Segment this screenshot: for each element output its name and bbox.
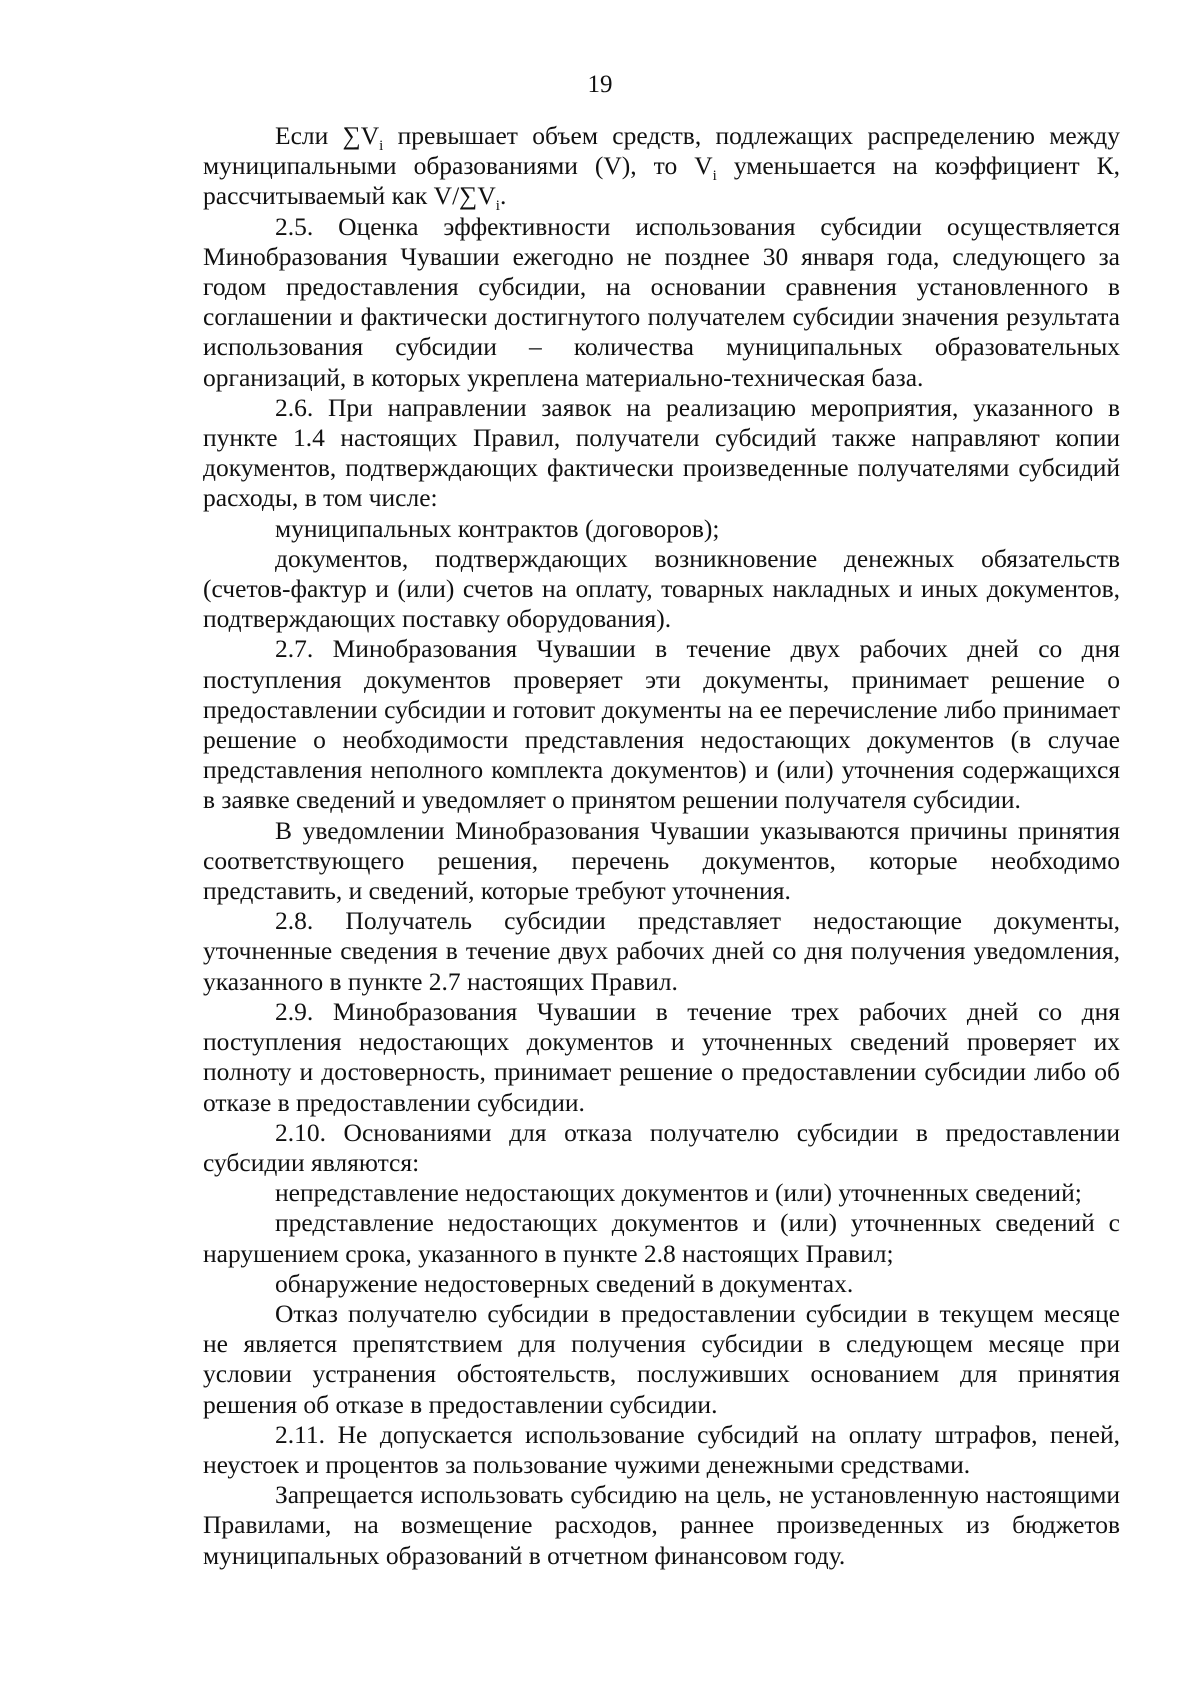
list-item-refusal-ground-1: непредставление недостающих документов и (или) уточненных сведений; xyxy=(275,1178,1082,1208)
paragraph-2-7: 2.7. Минобразования Чувашии в течение двух рабочих дней со дня поступления документов проверяет эти документы, принимает решение о предоставлении субсидии и готовит документы на ее перечисление либо принимает решение о необходимости представления недостающих документов (в случае представления неполного комплекта документов) и (или) уточнения содержащихся в заявке сведений и уведомляет о принятом решении получателя субсидии. xyxy=(203,634,1120,815)
paragraph-2-6: 2.6. При направлении заявок на реализацию мероприятия, указанного в пункте 1.4 настоящих Правил, получатели субсидий также направляют копии документов, подтверждающих фактически произведенные получателями субсидий расходы, в том числе: xyxy=(203,392,1120,513)
list-item-refusal-ground-3: обнаружение недостоверных сведений в документах. xyxy=(275,1268,854,1298)
paragraph-prohibition: Запрещается использовать субсидию на цель, не установленную настоящими Правилами, на возмещение расходов, раннее произведенных из бюджетов муниципальных образований в отчетном финансовом году. xyxy=(203,1480,1120,1570)
subscript-i: i xyxy=(712,168,717,185)
paragraph-2-10: 2.10. Основаниями для отказа получателю субсидии в предоставлении субсидии являются: xyxy=(203,1117,1120,1177)
paragraph-2-9: 2.9. Минобразования Чувашии в течение трех рабочих дней со дня поступления недостающих документов и уточненных сведений проверяет их полноту и достоверность, принимает решение о предоставлении субсидии либо об отказе в предоставлении субсидии. xyxy=(203,996,1120,1117)
list-item-contracts: муниципальных контрактов (договоров); xyxy=(275,513,720,543)
formula-text-mid: уменьшается на коэффициент К, рассчитываемый как V/∑V xyxy=(203,151,1120,211)
page-number: 19 xyxy=(587,71,613,98)
paragraph-2-5: 2.5. Оценка эффективности использования субсидии осуществляется Минобразования Чувашии ежегодно не позднее 30 января года, следующего за годом предоставления субсидии, на основании сравнения установленного в соглашении и фактически достигнутого получателем субсидии значения результата использования субсидии – количества муниципальных образовательных организаций, в которых укреплена материально-техническая база. xyxy=(203,211,1120,392)
list-item-refusal-ground-2: представление недостающих документов и (или) уточненных сведений с нарушением срока, указанного в пункте 2.8 настоящих Правил; xyxy=(203,1208,1120,1268)
formula-text-mid: превышает объем средств, подлежащих распределению между муниципальными образованиями (V), то V xyxy=(203,121,1120,181)
list-item-obligation-documents: документов, подтверждающих возникновение денежных обязательств (счетов-фактур и (или) счетов на оплату, товарных накладных и иных документов, подтверждающих поставку оборудования). xyxy=(203,543,1120,634)
paragraph-2-8: 2.8. Получатель субсидии представляет недостающие документы, уточненные сведения в течение двух рабочих дней со дня получения уведомления, указанного в пункте 2.7 настоящих Правил. xyxy=(203,906,1120,996)
paragraph-2-11: 2.11. Не допускается использование субсидий на оплату штрафов, пеней, неустоек и процентов за пользование чужими денежными средствами. xyxy=(203,1419,1120,1479)
subscript-i: i xyxy=(379,138,384,155)
formula-text-tail: . xyxy=(499,181,507,211)
paragraph-notification: В уведомлении Минобразования Чувашии указываются причины принятия соответствующего решения, перечень документов, которые необходимо представить, и сведений, которые требуют уточнения. xyxy=(203,815,1120,906)
paragraph-refusal-note: Отказ получателю субсидии в предоставлении субсидии в текущем месяце не является препятствием для получения субсидии в следующем месяце при условии устранения обстоятельств, послуживших основанием для принятия решения об отказе в предоставлении субсидии. xyxy=(203,1298,1120,1419)
paragraph-formula-note xyxy=(203,121,1120,215)
document-body xyxy=(203,121,1120,1571)
formula-text-lead: Если ∑V xyxy=(275,121,380,150)
subscript-i: i xyxy=(495,198,500,215)
